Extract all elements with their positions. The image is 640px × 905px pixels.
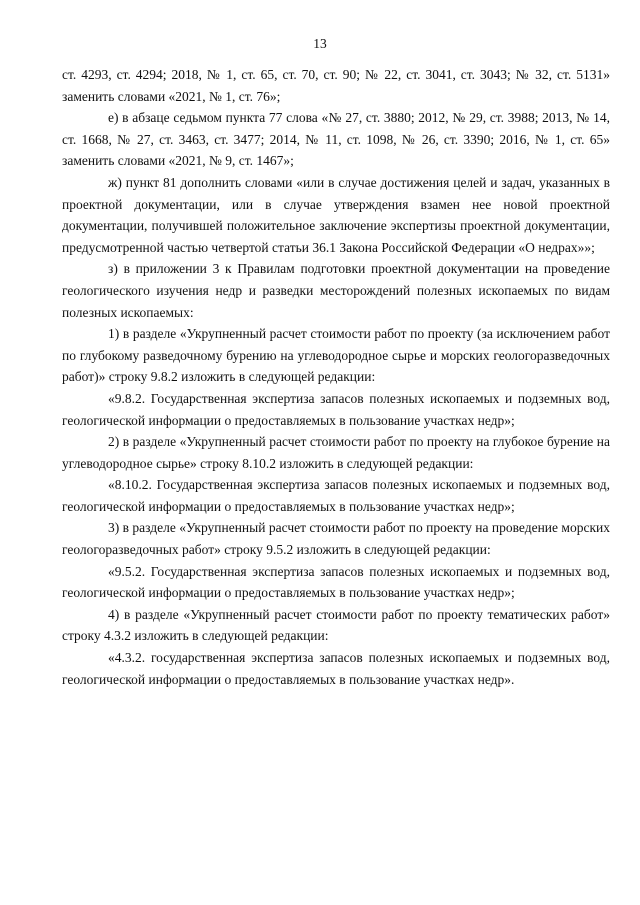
paragraph: «9.8.2. Государственная экспертиза запасов полезных ископаемых и подземных вод, геологической информации о предоставляемых в пользование участках недр»;	[62, 390, 610, 428]
paragraph: 4) в разделе «Укрупненный расчет стоимости работ по проекту тематических работ» строку 4.3.2 изложить в следующей редакции:	[62, 606, 610, 644]
paragraph: «8.10.2. Государственная экспертиза запасов полезных ископаемых и подземных вод, геологической информации о предоставляемых в пользование участках недр»;	[62, 477, 610, 514]
paragraph: 3) в разделе «Укрупненный расчет стоимости работ по проекту на проведение морских геологоразведочных работ» строку 9.5.2 изложить в следующей редакции:	[62, 520, 610, 558]
paragraph: ж) пункт 81 дополнить словами «или в случае достижения целей и задач, указанных в проектной документации, или в случае утверждения взамен нее новой проектной документации, получившей положительное заключение экспертизы проектной документации, предусмотренной частью четвертой статьи 36.1 Закона Российской Федерации «О недрах»»;	[62, 174, 610, 255]
paragraph: «4.3.2. государственная экспертиза запасов полезных ископаемых и подземных вод, геологической информации о предоставляемых в пользование участках недр».	[62, 650, 610, 687]
document-body	[62, 64, 610, 690]
paragraph: «9.5.2. Государственная экспертиза запасов полезных ископаемых и подземных вод, геологической информации о предоставляемых в пользование участках недр»;	[62, 563, 610, 601]
paragraph: 2) в разделе «Укрупненный расчет стоимости работ по проекту на глубокое бурение на углеводородное сырье» строку 8.10.2 изложить в следующей редакции:	[62, 434, 610, 471]
paragraph: е) в абзаце седьмом пункта 77 слова «№ 27, ст. 3880; 2012, № 29, ст. 3988; 2013, № 14, ст. 1668, № 27, ст. 3463, ст. 3477; 2014, № 11, ст. 1098, № 26, ст. 3390; 2016, № 1, ст. 65» заменить словами «2021, № 9, ст. 1467»;	[62, 110, 610, 169]
page-number: 13	[313, 36, 327, 51]
paragraph: ст. 4293, ст. 4294; 2018, № 1, ст. 65, ст. 70, ст. 90; № 22, ст. 3041, ст. 3043; № 32, ст. 5131» заменить словами «2021, № 1, ст. 76»;	[62, 67, 610, 104]
paragraph: з) в приложении 3 к Правилам подготовки проектной документации на проведение геологического изучения недр и разведки месторождений полезных ископаемых по видам полезных ископаемых:	[62, 261, 610, 320]
paragraph: 1) в разделе «Укрупненный расчет стоимости работ по проекту (за исключением работ по глубокому разведочному бурению на углеводородное сырье и морских геологоразведочных работ)» строку 9.8.2 изложить в следующей редакции:	[62, 326, 610, 385]
